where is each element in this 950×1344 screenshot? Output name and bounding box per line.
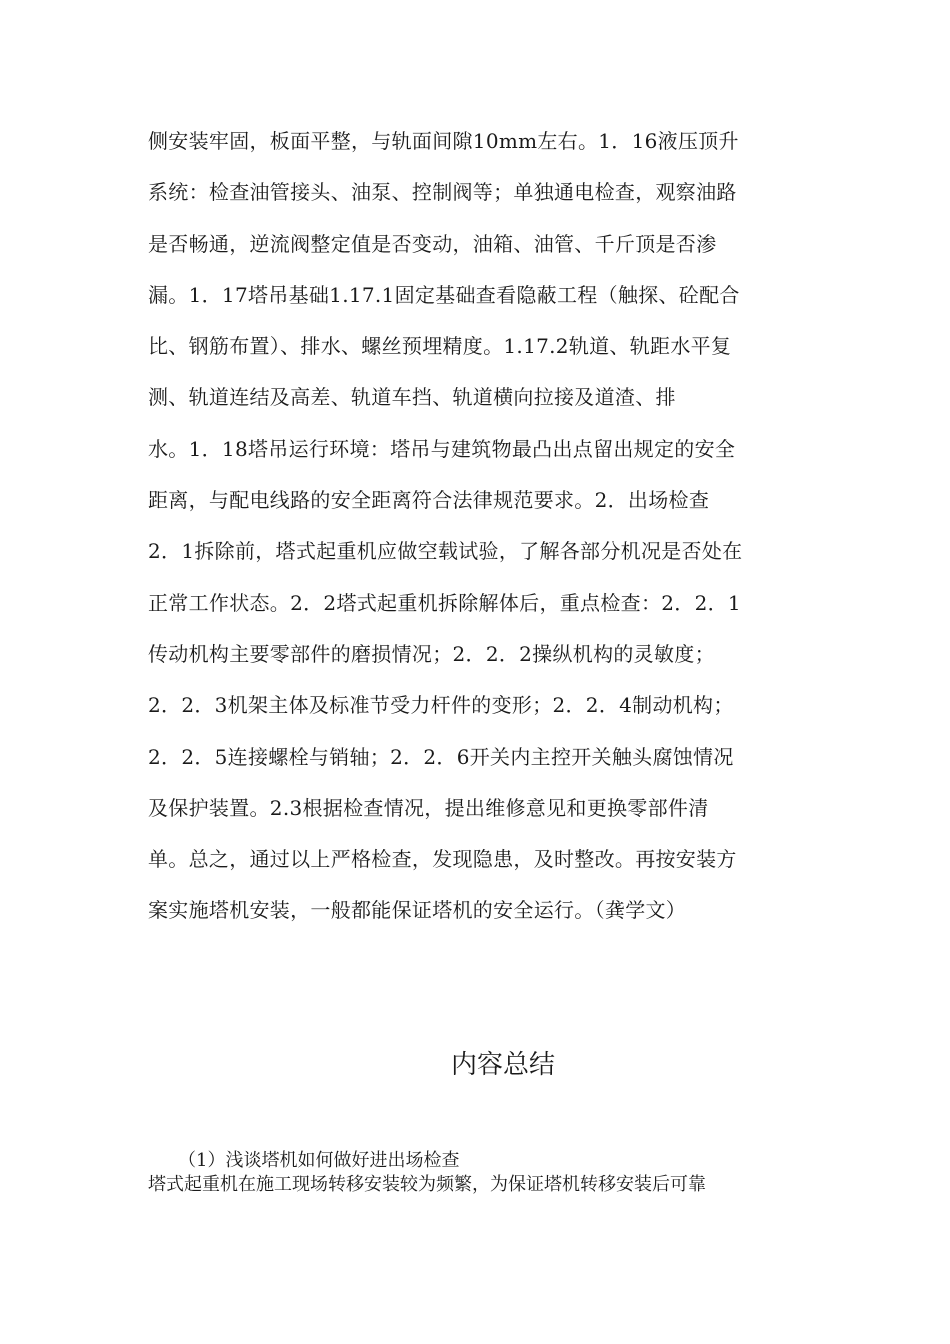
summary-subheading: （1）浅谈塔机如何做好进出场检查 bbox=[178, 1150, 460, 1171]
body-text bbox=[148, 116, 828, 937]
body-line: 比、钢筋布置）、排水、螺丝预埋精度。1.17.2轨道、轨距水平复 bbox=[148, 334, 732, 359]
body-line: 距离，与配电线路的安全距离符合法律规范要求。2．出场检查 bbox=[148, 488, 710, 513]
body-line: 侧安装牢固，板面平整，与轨面间隙10mm左右。1．16液压顶升 bbox=[148, 129, 739, 153]
summary-paragraph: 塔式起重机在施工现场转移安装较为频繁，为保证塔机转移安装后可靠 bbox=[148, 1174, 706, 1195]
body-line: 水。1．18塔吊运行环境：塔吊与建筑物最凸出点留出规定的安全 bbox=[148, 436, 736, 461]
body-line: 单。总之，通过以上严格检查，发现隐患，及时整改。再按安装方 bbox=[148, 847, 737, 872]
body-line: 2．1拆除前，塔式起重机应做空载试验，了解各部分机况是否处在 bbox=[148, 539, 743, 564]
body-line: 传动机构主要零部件的磨损情况；2．2．2操纵机构的灵敏度； bbox=[148, 641, 715, 666]
body-line: 漏。1．17塔吊基础1.17.1固定基础查看隐蔽工程（触探、砼配合 bbox=[148, 282, 740, 307]
body-line: 及保护装置。2.3根据检查情况，提出维修意见和更换零部件清 bbox=[148, 795, 709, 820]
body-line: 是否畅通，逆流阀整定值是否变动，油箱、油管、千斤顶是否渗 bbox=[148, 231, 717, 256]
summary-heading: 内容总结 bbox=[450, 1050, 555, 1080]
body-line: 测、轨道连结及高差、轨道车挡、轨道横向拉接及道渣、排 bbox=[148, 385, 676, 410]
body-line: 案实施塔机安装，一般都能保证塔机的安全运行。（龚学文） bbox=[148, 898, 687, 923]
body-line: 2．2．5连接螺栓与销轴；2．2．6开关内主控开关触头腐蚀情况 bbox=[148, 744, 734, 769]
body-line: 2．2．3机架主体及标准节受力杆件的变形；2．2．4制动机构； bbox=[148, 693, 734, 718]
body-line: 系统：检查油管接头、油泵、控制阀等；单独通电检查，观察油路 bbox=[148, 180, 737, 205]
body-line: 正常工作状态。2．2塔式起重机拆除解体后，重点检查：2．2．1 bbox=[148, 590, 741, 615]
